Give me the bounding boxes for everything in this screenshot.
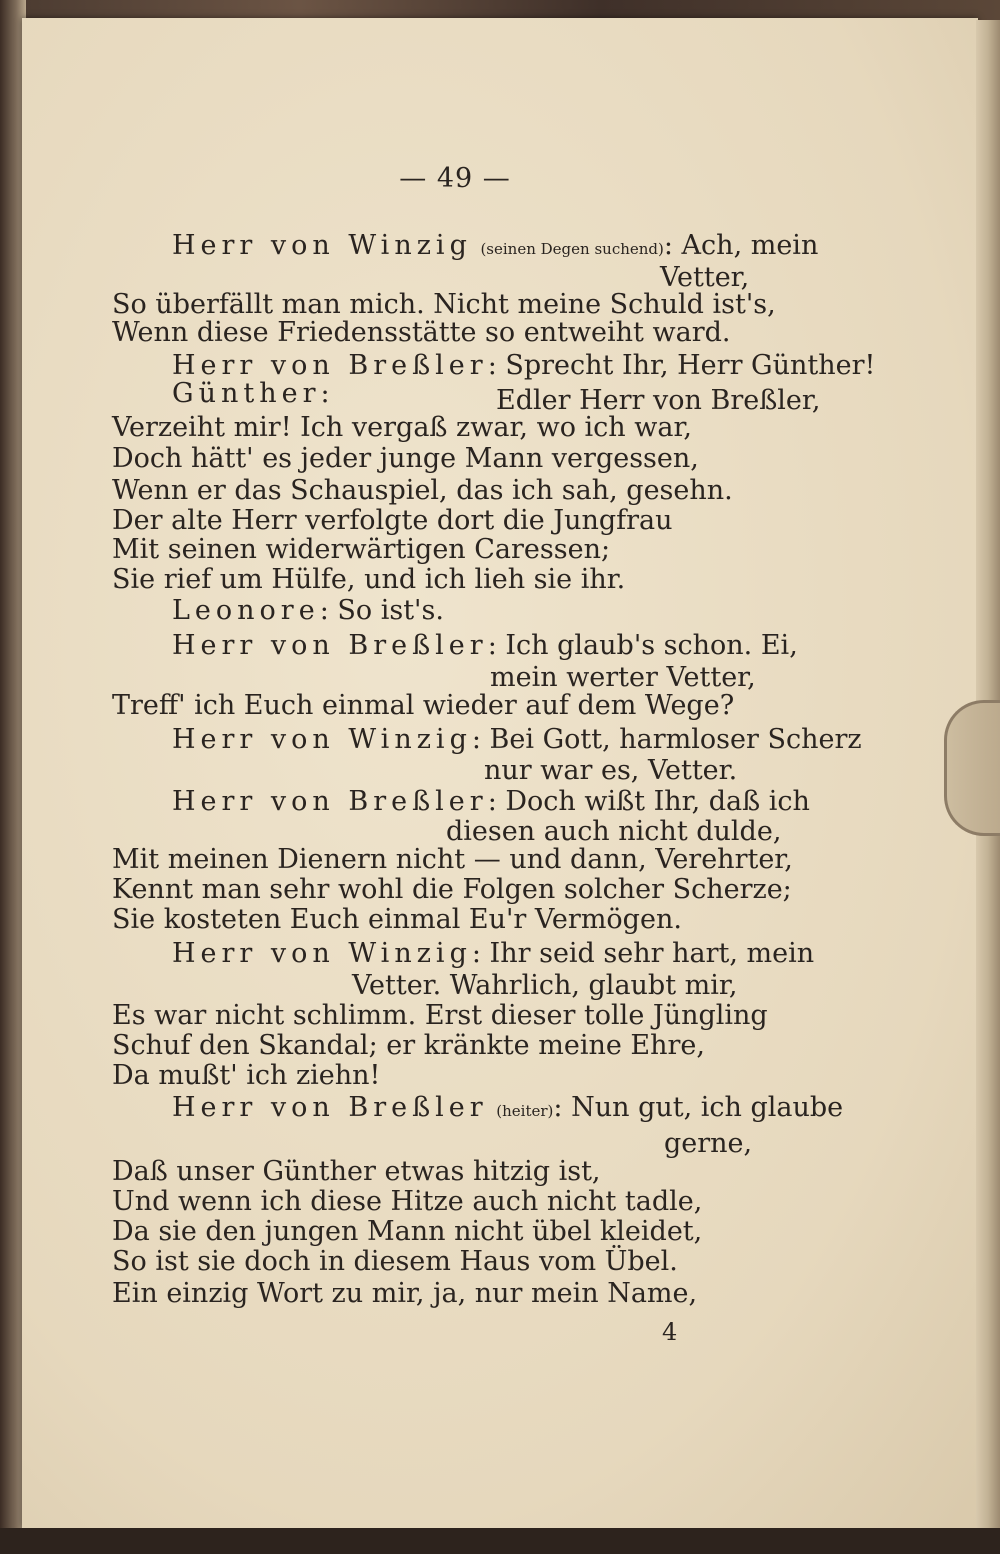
line-text: : So ist's. — [319, 595, 444, 626]
text-line: Mit seinen widerwärtigen Caressen; — [112, 534, 611, 565]
signature-mark: 4 — [662, 1318, 678, 1346]
text-line: Vetter, — [660, 262, 750, 293]
text-line: Treff' ich Euch einmal wieder auf dem Wege? — [112, 690, 735, 721]
speaker-name: Günther — [172, 378, 321, 409]
text-line: Wenn diese Friedensstätte so entweiht ward. — [112, 317, 731, 348]
text-line: Sie kosteten Euch einmal Eu'r Vermögen. — [112, 904, 682, 935]
text-line: Mit meinen Dienern nicht — und dann, Verehrter, — [112, 844, 793, 875]
text-line: So überfällt man mich. Nicht meine Schuld ist's, — [112, 289, 776, 320]
stage-direction: (seinen Degen suchend) — [480, 240, 664, 258]
text-line: mein werter Vetter, — [490, 662, 756, 693]
text-line: Kennt man sehr wohl die Folgen solcher Scherze; — [112, 874, 792, 905]
text-line: Schuf den Skandal; er kränkte meine Ehre, — [112, 1030, 705, 1061]
line-text: : — [320, 378, 330, 409]
text-line: Und wenn ich diese Hitze auch nicht tadle, — [112, 1186, 703, 1217]
page-clip — [944, 700, 1000, 836]
text-line — [172, 1094, 843, 1121]
text-line — [172, 940, 814, 967]
text-line: Der alte Herr verfolgte dort die Jungfrau — [112, 505, 673, 536]
speaker-name: Herr von Winzig — [172, 724, 472, 755]
speaker-name: Herr von Winzig — [172, 230, 472, 261]
line-text: : Doch wißt Ihr, daß ich — [487, 786, 810, 817]
text-line: Wenn er das Schauspiel, das ich sah, gesehn. — [112, 475, 733, 506]
line-text: : Ich glaub's schon. Ei, — [487, 630, 798, 661]
text-line — [172, 726, 862, 753]
speaker-name: Herr von Breßler — [172, 1092, 488, 1123]
text-line — [172, 352, 875, 379]
text-line: Da sie den jungen Mann nicht übel kleidet, — [112, 1216, 703, 1247]
line-text: : Nun gut, ich glaube — [553, 1092, 844, 1123]
text-line: Edler Herr von Breßler, — [496, 385, 821, 416]
text-line: Da mußt' ich ziehn! — [112, 1060, 381, 1091]
speaker-name: Leonore — [172, 595, 320, 626]
text-line: Vetter. Wahrlich, glaubt mir, — [352, 970, 738, 1001]
text-line: nur war es, Vetter. — [484, 755, 738, 786]
speaker-name: Herr von Breßler — [172, 786, 488, 817]
line-text: : Ihr seid sehr hart, mein — [471, 938, 815, 969]
book-bottom-edge — [0, 1528, 1000, 1554]
speaker-name: Herr von Winzig — [172, 938, 472, 969]
text-line: diesen auch nicht dulde, — [446, 816, 782, 847]
line-text: : Ach, mein — [663, 230, 819, 261]
text-line — [172, 380, 330, 407]
text-line — [172, 232, 818, 259]
text-line: Verzeiht mir! Ich vergaß zwar, wo ich war, — [112, 412, 692, 443]
text-line: Ein einzig Wort zu mir, ja, nur mein Name, — [112, 1278, 698, 1309]
text-line: So ist sie doch in diesem Haus vom Übel. — [112, 1246, 678, 1277]
text-line — [172, 788, 810, 815]
text-line — [172, 632, 798, 659]
text-line: gerne, — [664, 1128, 753, 1159]
text-line: Es war nicht schlimm. Erst dieser tolle Jüngling — [112, 1000, 768, 1031]
speaker-name: Herr von Breßler — [172, 350, 488, 381]
text-line: Daß unser Günther etwas hitzig ist, — [112, 1156, 601, 1187]
text-line — [172, 597, 444, 624]
page-number: — 49 — — [399, 163, 511, 194]
stage-direction: (heiter) — [496, 1102, 554, 1120]
text-line: Doch hätt' es jeder junge Mann vergessen, — [112, 443, 699, 474]
text-line: Sie rief um Hülfe, und ich lieh sie ihr. — [112, 564, 626, 595]
line-text: : Bei Gott, harmloser Scherz — [471, 724, 862, 755]
line-text: : Sprecht Ihr, Herr Günther! — [487, 350, 876, 381]
speaker-name: Herr von Breßler — [172, 630, 488, 661]
